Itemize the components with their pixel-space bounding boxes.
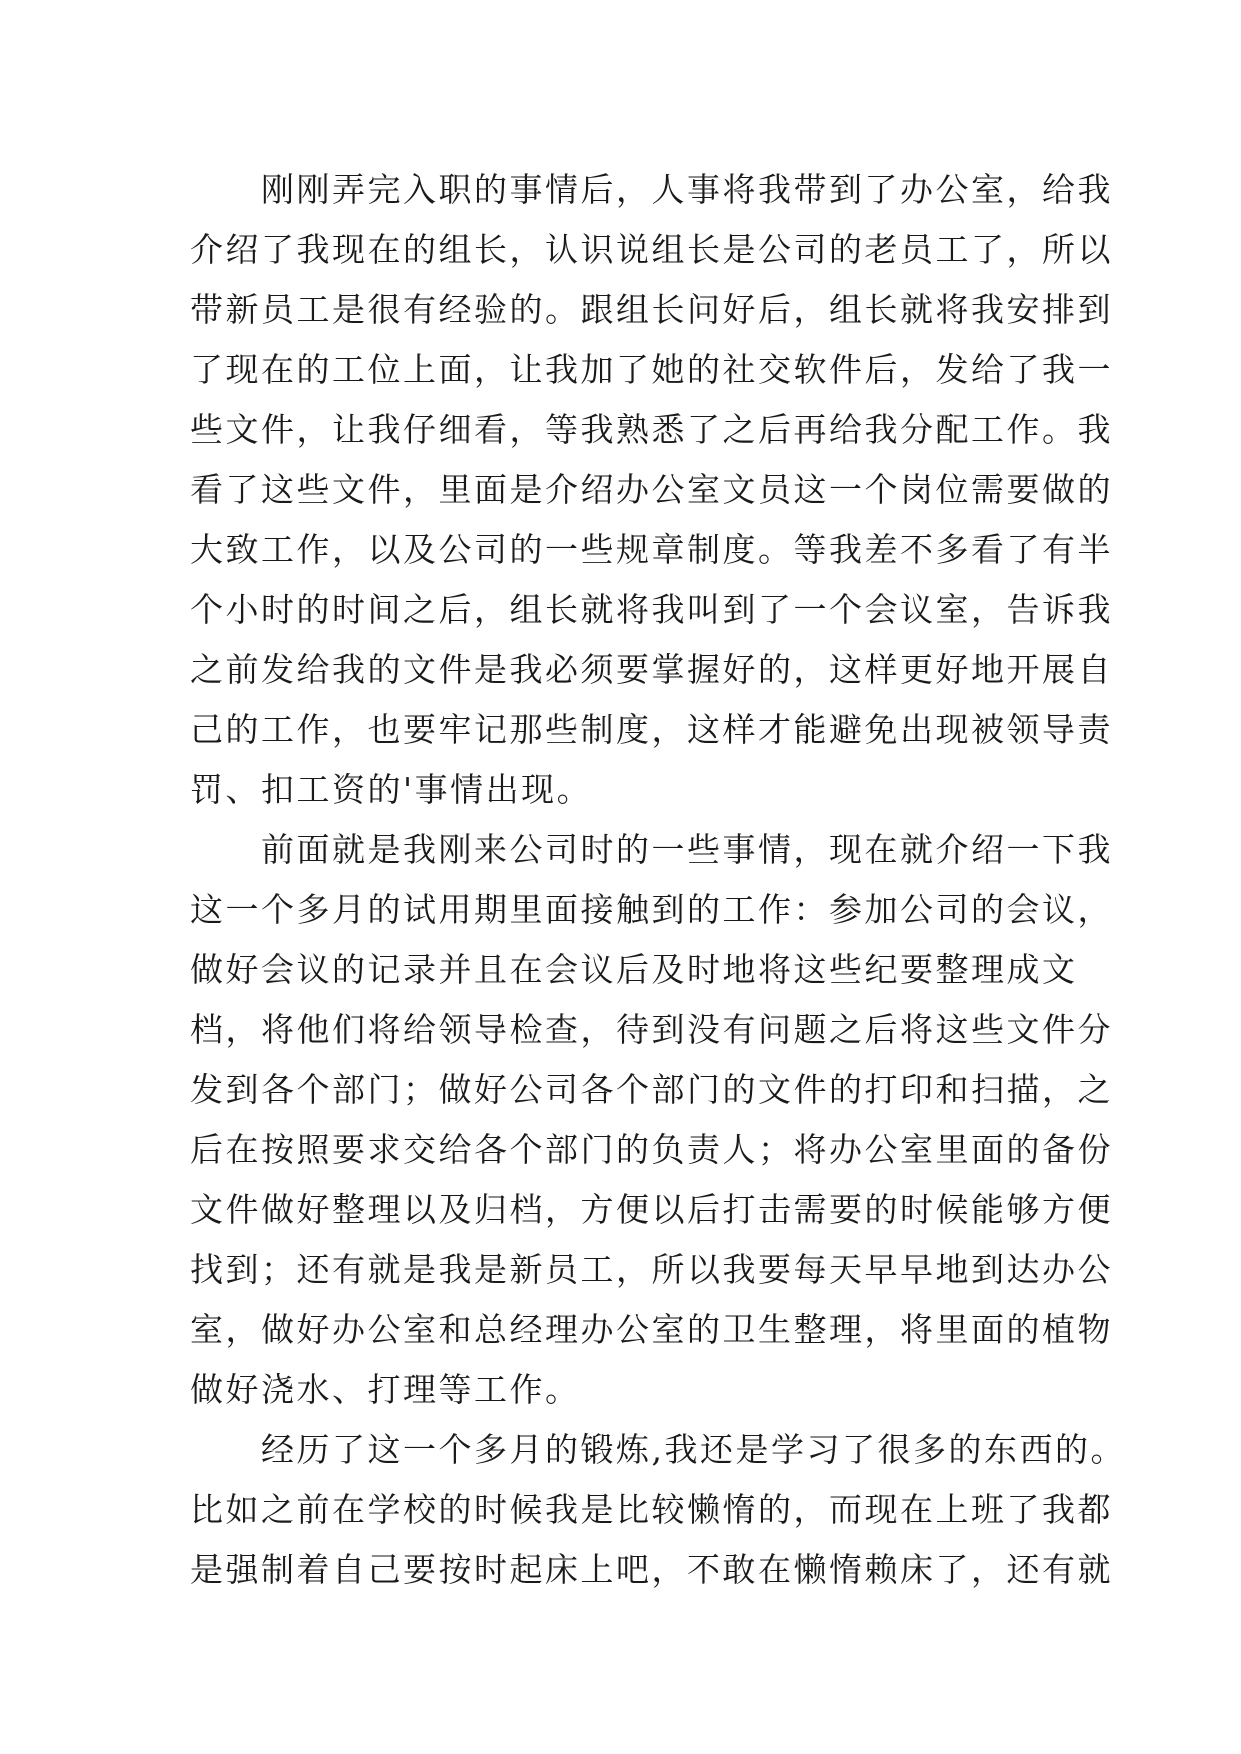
text-line: 做好会议的记录并且在会议后及时地将这些纪要整理成文 [190, 950, 1078, 989]
text-line: 档，将他们将给领导检查，待到没有问题之后将这些文件分 [190, 1010, 1113, 1049]
text-line: 后在按照要求交给各个部门的负责人；将办公室里面的备份 [190, 1130, 1113, 1169]
text-line: 带新员工是很有经验的。跟组长问好后，组长就将我安排到 [190, 290, 1113, 329]
text-line: 之前发给我的文件是我必须要掌握好的，这样更好地开展自 [190, 650, 1113, 689]
text-line: 刚刚弄完入职的事情后，人事将我带到了办公室，给我 [190, 170, 1113, 209]
text-line: 经历了这一个多月的锻炼,我还是学习了很多的东西的。 [190, 1430, 1126, 1469]
text-line: 是强制着自己要按时起床上吧，不敢在懒惰赖床了，还有就 [190, 1550, 1113, 1589]
text-line: 比如之前在学校的时候我是比较懒惰的，而现在上班了我都 [190, 1490, 1113, 1529]
text-line: 大致工作，以及公司的一些规章制度。等我差不多看了有半 [190, 530, 1113, 569]
text-line: 这一个多月的试用期里面接触到的工作：参加公司的会议， [190, 890, 1113, 929]
text-line: 文件做好整理以及归档，方便以后打击需要的时候能够方便 [190, 1190, 1113, 1229]
text-line: 前面就是我刚来公司时的一些事情，现在就介绍一下我 [190, 830, 1113, 869]
text-line: 己的工作，也要牢记那些制度，这样才能避免出现被领导责 [190, 710, 1113, 749]
text-line: 罚、扣工资的'事情出现。 [190, 770, 593, 809]
text-line: 个小时的时间之后，组长就将我叫到了一个会议室，告诉我 [190, 590, 1113, 629]
document-body [190, 160, 1126, 1600]
text-line: 找到；还有就是我是新员工，所以我要每天早早地到达办公 [190, 1250, 1113, 1289]
text-line: 介绍了我现在的组长，认识说组长是公司的老员工了，所以 [190, 230, 1113, 269]
text-line: 室，做好办公室和总经理办公室的卫生整理，将里面的植物 [190, 1310, 1113, 1349]
text-line: 做好浇水、打理等工作。 [190, 1370, 581, 1409]
text-line: 看了这些文件，里面是介绍办公室文员这一个岗位需要做的 [190, 470, 1113, 509]
text-line: 发到各个部门；做好公司各个部门的文件的打印和扫描，之 [190, 1070, 1113, 1109]
text-line: 了现在的工位上面，让我加了她的社交软件后，发给了我一 [190, 350, 1113, 389]
text-line: 些文件，让我仔细看，等我熟悉了之后再给我分配工作。我 [190, 410, 1113, 449]
